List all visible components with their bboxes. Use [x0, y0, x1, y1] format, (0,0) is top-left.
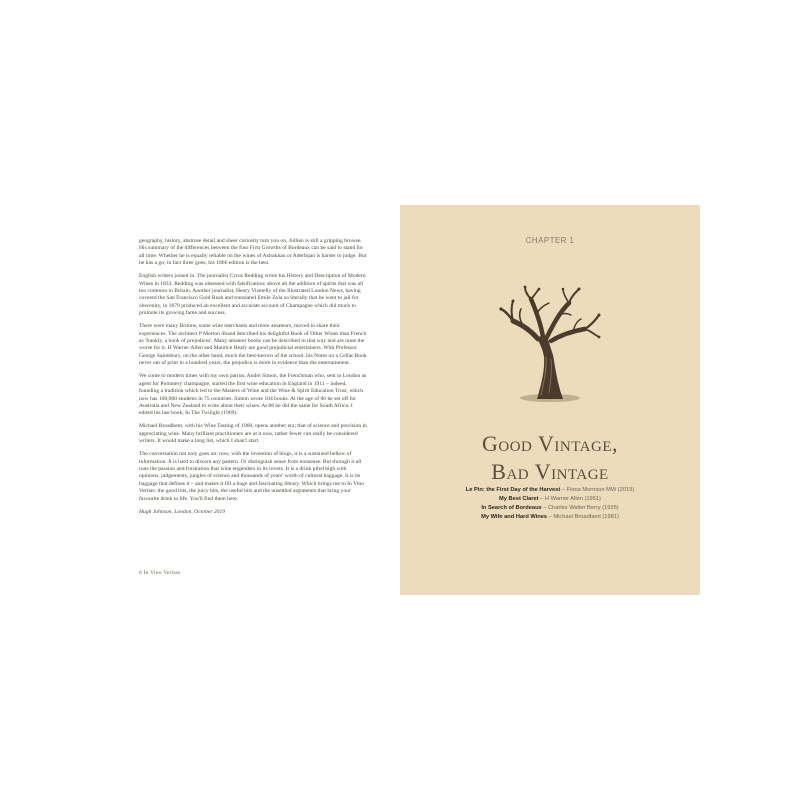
left-page-text	[139, 238, 367, 522]
paragraph: Michael Broadbent, with his Wine Tasting of 1968, opens another era; that of science and precision in appreciating wine. Many brilliant practitioners are at it now, rather fewer can really be considered writers. It would make a long list, which I shan't start.	[139, 423, 367, 445]
chapter-title-line: Good Vintage,	[482, 431, 618, 456]
contents-entry	[400, 504, 700, 513]
entry-title: In Search of Bordeaux	[481, 505, 542, 511]
author-signature: Hugh Johnson, London, October 2019	[139, 508, 226, 515]
contents-entry	[400, 495, 700, 504]
paragraph: English writers joined in. The journalist Cyrus Redding wrote his History and Description of Modern Wines in 1833. Redding was obsessed with falsification; above all the addition of spirits that was all too common in Britain. Another journalist, Henry Vizetelly of the Illustrated London News, having covered the San Francisco Gold Rush and translated Emile Zola so literally that he went to jail for obscenity, in 1879 produced an excellent and accurate account of Champagne which did much to promote its growing fame and success.	[139, 273, 366, 317]
entry-author: – Charles Walter Berry (1935)	[541, 505, 619, 511]
entry-author: – Michael Broadbent (1981)	[547, 514, 619, 520]
page-folio: 6 In Vino Veritas	[139, 570, 181, 576]
chapter-contents-list	[400, 486, 700, 522]
entry-title: My Wife and Hard Wines	[481, 514, 548, 520]
chapter-title-line: Bad Vintage	[491, 459, 609, 484]
entry-title: My Best Claret	[499, 496, 539, 502]
chapter-opener-page	[400, 205, 700, 595]
entry-author: – H Warner Allen (1951)	[538, 496, 601, 502]
contents-entry	[400, 486, 700, 495]
entry-author: – Fiona Morrison MW (2019)	[560, 487, 635, 493]
chapter-title	[400, 430, 700, 486]
paragraph: We come to modern times with my own patron, André Simon, the Frenchman who, sent to London as agent for Pommery champagne, started the first wine education in England in 1911 – indeed, founding a tradition which led to the Masters of Wine and the Wine & Spirit Education Trust, which now has 100,000 students in 75 countries. Simon wrote 104 books. At the age of 86 he set off for Australia and New Zealand to write about their wines. At 88 he did the same for South Africa. I edited his last book, In The Twilight (1969).	[139, 373, 367, 417]
chapter-number: CHAPTER 1	[525, 236, 575, 245]
entry-title: Le Pin: the First Day of the Harvest	[465, 487, 561, 493]
contents-entry	[400, 513, 700, 522]
paragraph: The conversation not only goes on: now, with the invention of blogs, it is a sustained bellow of information. It is hard to discern any pattern. Or distinguish sense from nonsense. But through it all runs the passion and frustration that wine engenders in its lovers. It is a drink piled high with opinions, judgements, jungles of science and thousands of years' worth of cultural baggage. It is its baggage that defines it – and makes it fill a huge and fascinating library. Which brings me to In Vino Veritas: the good bits, the juicy bits, the useful bits and the unsettled arguments that bring your favourite drink to life. You'll find them here.	[139, 451, 364, 502]
paragraph: There were many Britons, some wine merchants and more amateurs, moved to share their experiences. The architect P Morton Shand described his delightful Book of Other Wines than French as 'frankly, a book of prejudices'. Many amateur books can be described in that way and are none the worse for it. H Warner Allen and Maurice Healy are good prejudicial entertainers. With Professor George Saintsbury, on the other hand, much the best-known of the school, his Notes on a Cellar Book never out of print in a hundred years, the prejudice is more in evidence than the entertainment.	[139, 323, 367, 367]
grapevine-icon	[497, 285, 603, 405]
paragraph: geography, history, abstruse detail and sheer curiosity turn you on, Jullien is still a gripping browse. His summary of the differences between the four First Growths of Bordeaux can be said to stand for all time. Whether he is equally reliable on the wines of Astrakhan or Aderbijan is harder to judge. But he has a go; in fact three goes; his 1866 edition is the best.	[139, 238, 367, 267]
